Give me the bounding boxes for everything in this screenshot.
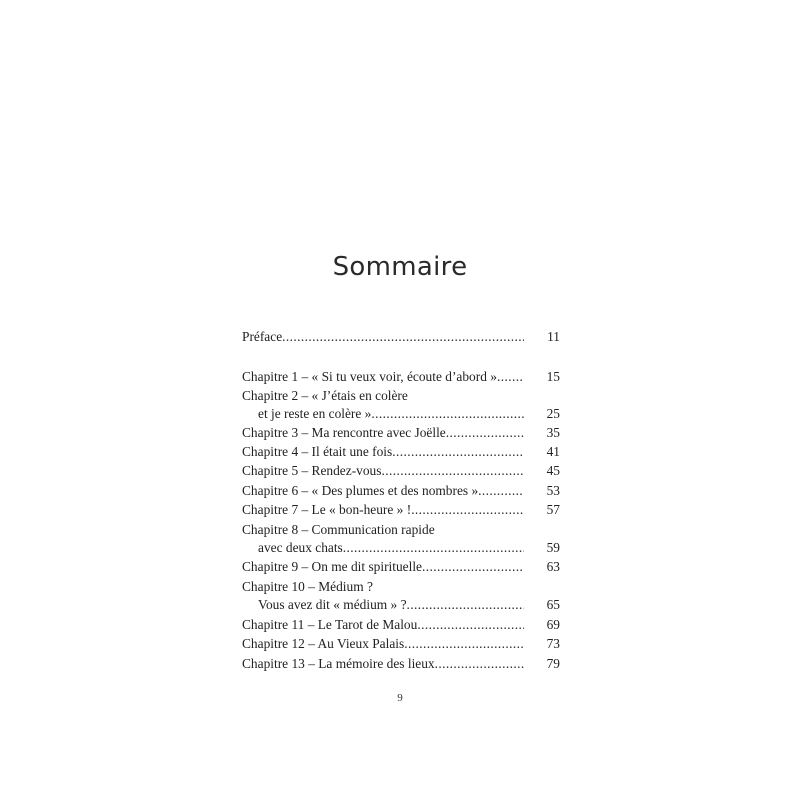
dot-leader (446, 424, 524, 442)
toc-entry-continuation: et je reste en colère » (258, 406, 372, 421)
toc-entry-continuation: avec deux chats (258, 540, 343, 555)
toc-entry-chapter-10 (242, 596, 560, 614)
toc-entry-page: 63 (546, 559, 560, 574)
toc-entry-chapter-12 (242, 635, 560, 653)
toc-entry-label: Préface (242, 329, 283, 344)
toc-entry-chapter-5 (242, 462, 560, 480)
toc-entry-chapter-4 (242, 443, 560, 461)
toc-entry-chapter-7 (242, 501, 560, 519)
toc-entry-label: Chapitre 13 – La mémoire des lieux (242, 656, 435, 671)
toc-entry-page: 69 (546, 617, 560, 632)
dot-leader (497, 368, 524, 386)
toc-entry-label: Chapitre 7 – Le « bon-heure » ! (242, 502, 412, 517)
page-number: 9 (397, 692, 403, 704)
toc-entry-page: 57 (546, 502, 560, 517)
toc-entry-page: 45 (546, 463, 560, 478)
toc-entry-label: Chapitre 5 – Rendez-vous (242, 463, 382, 478)
dot-leader (435, 655, 524, 673)
toc-entry-chapter-9 (242, 558, 560, 576)
toc-entry-label: Chapitre 12 – Au Vieux Palais (242, 636, 405, 651)
toc-entry-chapter-10-label: Chapitre 10 – Médium ? (242, 579, 373, 594)
dot-leader (411, 501, 524, 519)
dot-leader (371, 405, 524, 423)
toc-entry-label: Chapitre 6 – « Des plumes et des nombres » (242, 483, 479, 498)
toc-entry-chapter-6 (242, 482, 560, 500)
toc-entry-page: 79 (546, 656, 560, 671)
toc-entry-page: 73 (546, 636, 560, 651)
toc-entry-page: 53 (546, 483, 560, 498)
dot-leader (478, 482, 524, 500)
toc-entry-label: Chapitre 9 – On me dit spirituelle (242, 559, 422, 574)
toc-entry-chapter-8 (242, 539, 560, 557)
toc-entry-chapter-3 (242, 424, 560, 442)
toc-entry-label: Chapitre 4 – Il était une fois (242, 444, 393, 459)
toc-entry-continuation: Vous avez dit « médium » ? (258, 597, 407, 612)
toc-entry-chapter-13 (242, 655, 560, 673)
toc-entry-chapter-8-label: Chapitre 8 – Communication rapide (242, 522, 435, 537)
dot-leader (407, 596, 524, 614)
toc-entry-page: 25 (546, 406, 560, 421)
toc-entry-page: 65 (546, 597, 560, 612)
toc-entry-page: 35 (546, 425, 560, 440)
toc-entry-chapter-1 (242, 368, 560, 386)
toc-entry-chapter-11 (242, 616, 560, 634)
toc-entry-preface (242, 328, 560, 346)
dot-leader (417, 616, 524, 634)
toc-entry-page: 11 (547, 329, 560, 344)
dot-leader (282, 328, 524, 346)
dot-leader (404, 635, 524, 653)
toc-entry-chapter-2 (242, 405, 560, 423)
toc-entry-page: 59 (546, 540, 560, 555)
page-title: Sommaire (332, 252, 468, 282)
dot-leader (381, 462, 524, 480)
dot-leader (422, 558, 524, 576)
toc-entry-label: Chapitre 3 – Ma rencontre avec Joëlle (242, 425, 446, 440)
dot-leader (392, 443, 524, 461)
toc-entry-chapter-2-label: Chapitre 2 – « J’étais en colère (242, 388, 408, 403)
dot-leader (343, 539, 524, 557)
toc-entry-page: 41 (546, 444, 560, 459)
toc-entry-label: Chapitre 11 – Le Tarot de Malou (242, 617, 418, 632)
toc-entry-page: 15 (546, 369, 560, 384)
toc-entry-label: Chapitre 1 – « Si tu veux voir, écoute d’abord » (242, 369, 497, 384)
